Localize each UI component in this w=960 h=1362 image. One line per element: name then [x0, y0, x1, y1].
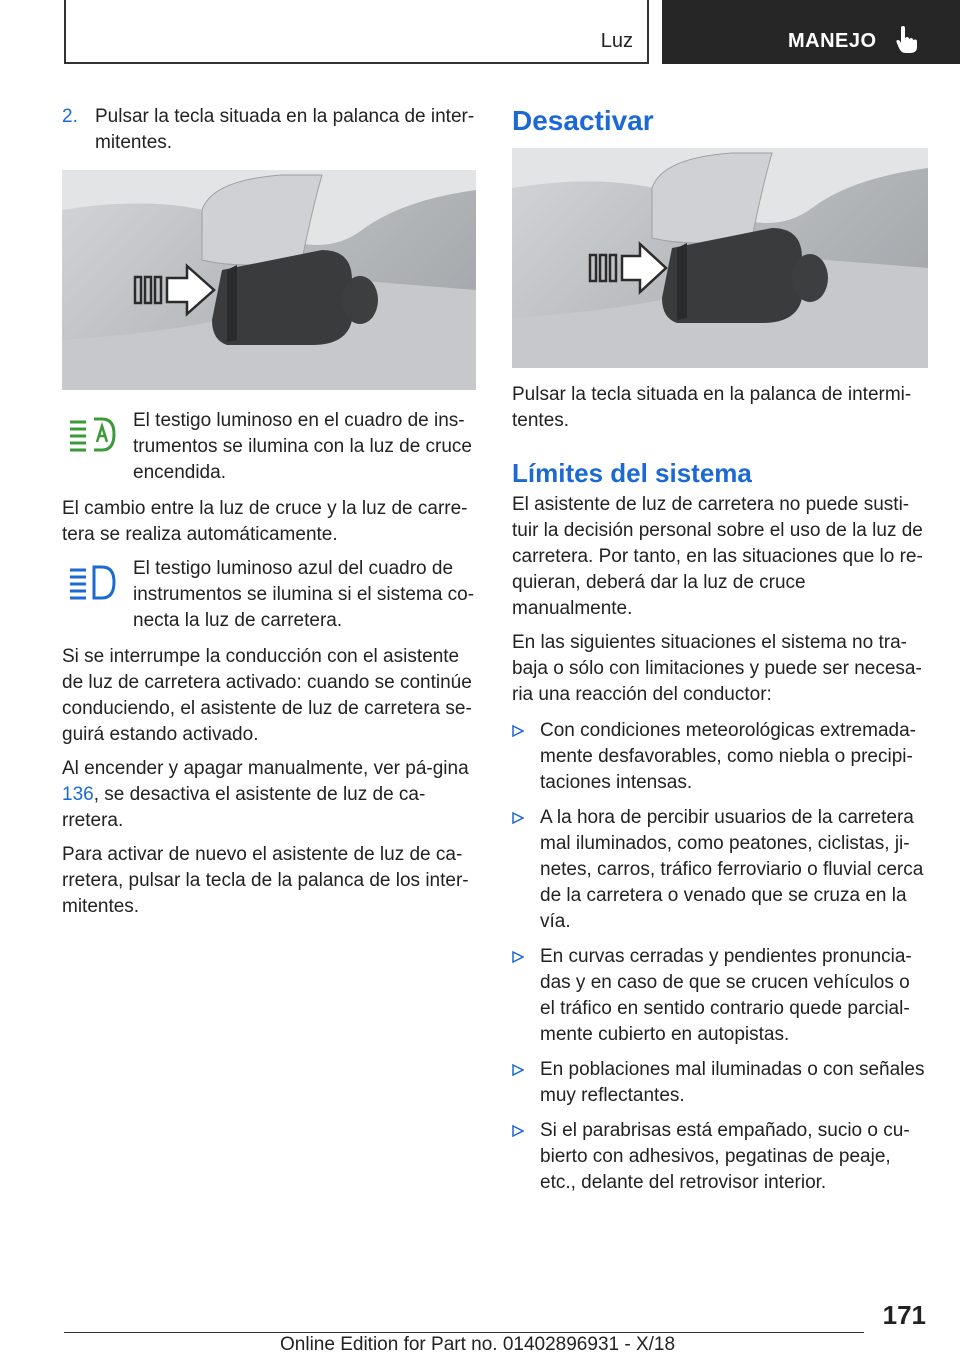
section-title: Luz: [600, 30, 633, 52]
image-caption: Pulsar la tecla situada en la palanca de intermi‐tentes.: [512, 384, 912, 431]
list-item: [512, 1057, 928, 1109]
indicator-low-beam-text: El testigo luminoso en el cuadro de ins‐trumentos se ilumina con la luz de cruce encendida.: [133, 410, 472, 483]
list-item-text: En curvas cerradas y pendientes pronuncia‐das y en caso de que se crucen vehículos o el tráfico en sentido contrario quede parcial‐mente cubierto en autopistas.: [540, 946, 912, 1045]
section-heading: Desactivar: [512, 105, 654, 136]
paragraph: El cambio entre la luz de cruce y la luz de carre‐tera se realiza automáticamente.: [62, 498, 468, 545]
page-link[interactable]: 136: [62, 784, 94, 805]
paragraph: Para activar de nuevo el asistente de luz de ca‐rretera, pulsar la tecla de la palanca de los inter‐mitentes.: [62, 844, 469, 917]
section-heading: Límites del sistema: [512, 458, 752, 488]
list-item: [512, 718, 928, 796]
list-item-text: A la hora de percibir usuarios de la carretera mal iluminados, como peatones, ciclistas, ji‐netes, carros, tráfico ferroviario o fluvial cerca de la carretera o venado que se cruza en la vía.: [540, 807, 924, 932]
paragraph: Si se interrumpe la conducción con el asistente de luz de carretera activado: cuando se continúe conduciendo, el asistente de luz de carretera se‐guirá estando activado.: [62, 646, 472, 745]
page-number: 171: [882, 1300, 926, 1330]
step-text: Pulsar la tecla situada en la palanca de inter‐mitentes.: [95, 106, 475, 153]
limitations-list: [512, 718, 928, 1196]
list-item: [512, 1118, 928, 1196]
footer-edition: Online Edition for Part no. 01402896931 - X/18: [280, 1334, 676, 1355]
bullet-triangle-icon: [512, 1125, 524, 1137]
turn-signal-lever-photo: [512, 148, 928, 368]
list-item-text: Con condiciones meteorológicas extremada‐mente desfavorables, como niebla o precipi‐taciones intensas.: [540, 720, 916, 793]
paragraph: El asistente de luz de carretera no puede susti‐tuir la decisión personal sobre el uso de la luz de carretera. Por tanto, en las situaciones que lo re‐quieran, deberá dar la luz de cruce manualmente.: [512, 494, 923, 619]
bullet-triangle-icon: [512, 951, 524, 963]
header-section-box: [64, 0, 649, 64]
page-ref-after: , se desactiva el asistente de luz de ca‐rretera.: [62, 784, 426, 831]
footer-divider: [64, 1332, 864, 1333]
bullet-triangle-icon: [512, 1064, 524, 1076]
step-item: [62, 104, 476, 156]
chapter-tab[interactable]: [662, 0, 960, 64]
bullet-triangle-icon: [512, 725, 524, 737]
left-column: [62, 104, 476, 920]
lever-illustration: [62, 170, 476, 390]
step-number: 2.: [62, 106, 78, 127]
lever-illustration: [512, 148, 928, 368]
list-item-text: Si el parabrisas está empañado, sucio o cu‐bierto con adhesivos, pegatinas de peaje, etc., delante del retrovisor interior.: [540, 1120, 910, 1193]
high-beam-assistant-icon: [68, 414, 116, 454]
high-beam-icon: [68, 562, 116, 602]
list-item-text: En poblaciones mal iluminadas o con señales muy reflectantes.: [540, 1059, 925, 1106]
page-ref-before: Al encender y apagar manualmente, ver pá‐gina: [62, 758, 469, 779]
list-item: [512, 805, 928, 935]
paragraph: En las siguientes situaciones el sistema no tra‐baja o sólo con limitaciones y puede ser necesa‐ria una reacción del conductor:: [512, 632, 922, 705]
turn-signal-lever-photo: [62, 170, 476, 390]
chapter-title: MANEJO: [788, 30, 877, 52]
indicator-high-beam: [62, 556, 476, 634]
pointing-hand-icon: [896, 26, 918, 54]
bullet-triangle-icon: [512, 812, 524, 824]
paragraph-page-ref: [62, 756, 476, 834]
indicator-low-beam: [62, 408, 476, 486]
indicator-high-beam-text: El testigo luminoso azul del cuadro de instrumentos se ilumina si el sistema co‐necta la luz de carretera.: [133, 558, 475, 631]
list-item: [512, 944, 928, 1048]
right-column: [512, 104, 928, 1205]
